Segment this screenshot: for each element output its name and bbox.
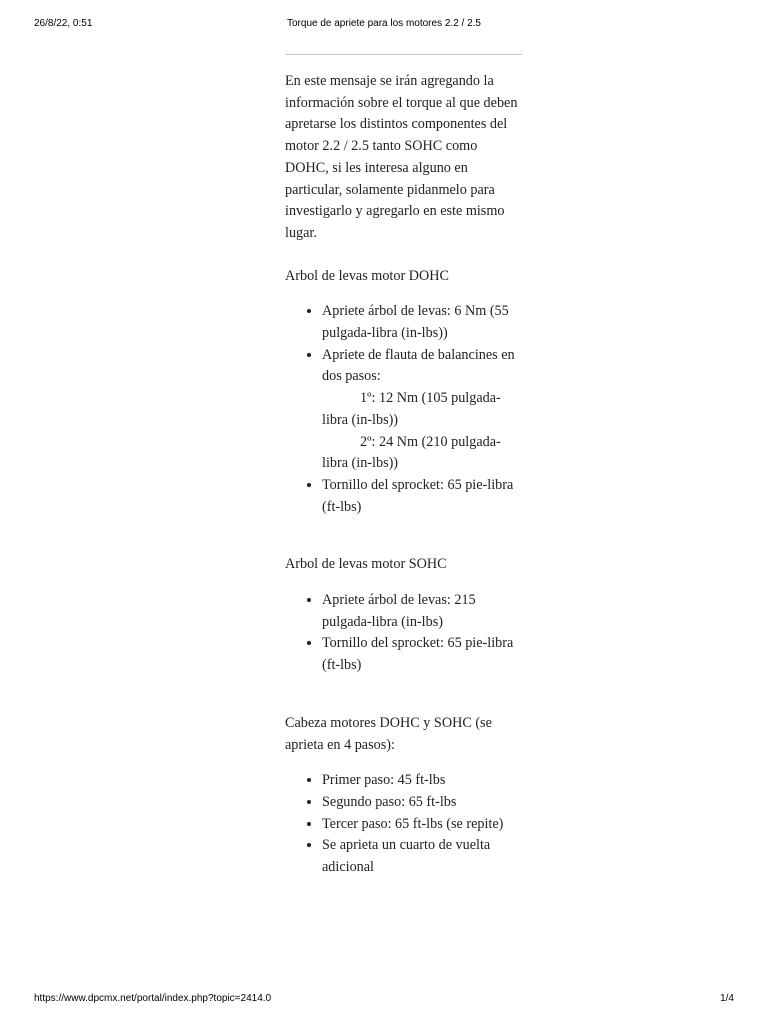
post-content xyxy=(285,54,522,879)
cylinder-head-list xyxy=(285,770,522,879)
section-title-sohc-camshaft: Arbol de levas motor SOHC xyxy=(285,556,447,573)
list-item-text: Apriete de flauta de balancines en dos pasos: xyxy=(322,346,515,385)
section-title-dohc-camshaft: Arbol de levas motor DOHC xyxy=(285,267,449,284)
list-item-step: 2º: 24 Nm (210 pulgada-libra (in-lbs)) xyxy=(322,433,501,472)
intro-paragraph: En este mensaje se irán agregando la información sobre el torque al que deben apretarse los distintos componentes del motor 2.2 / 2.5 tanto SOHC como DOHC, si les interesa alguno en particular, solamente pidanmelo para investigarlo y agregarlo en este mismo lugar. xyxy=(285,73,518,241)
divider xyxy=(285,54,522,55)
section-title-cylinder-head: Cabeza motores DOHC y SOHC (se aprieta en 4 pasos): xyxy=(285,714,492,753)
print-date: 26/8/22, 0:51 xyxy=(34,18,93,29)
list-item: • Tornillo del sprocket: 65 pie-libra (ft-lbs) xyxy=(322,475,522,518)
list-item: • Primer paso: 45 ft-lbs xyxy=(322,770,522,792)
list-item: • Tercer paso: 65 ft-lbs (se repite) xyxy=(322,814,522,836)
list-item: • Segundo paso: 65 ft-lbs xyxy=(322,792,522,814)
page-number: 1/4 xyxy=(720,993,734,1004)
document-title: Torque de apriete para los motores 2.2 / 2.5 xyxy=(286,18,481,29)
sohc-camshaft-list xyxy=(285,590,522,677)
list-item: • Se aprieta un cuarto de vuelta adicional xyxy=(322,835,522,878)
print-header xyxy=(0,18,768,32)
print-footer xyxy=(0,993,768,1007)
list-item: • Apriete árbol de levas: 6 Nm (55 pulgada-libra (in-lbs)) xyxy=(322,301,522,344)
list-item: • Tornillo del sprocket: 65 pie-libra (ft-lbs) xyxy=(322,633,522,676)
list-item-step: 1º: 12 Nm (105 pulgada-libra (in-lbs)) xyxy=(322,390,501,428)
list-item xyxy=(322,345,522,475)
page-url: https://www.dpcmx.net/portal/index.php?topic=2414.0 xyxy=(34,993,272,1004)
dohc-camshaft-list xyxy=(285,301,522,518)
list-item: • Apriete árbol de levas: 215 pulgada-libra (in-lbs) xyxy=(322,590,522,633)
